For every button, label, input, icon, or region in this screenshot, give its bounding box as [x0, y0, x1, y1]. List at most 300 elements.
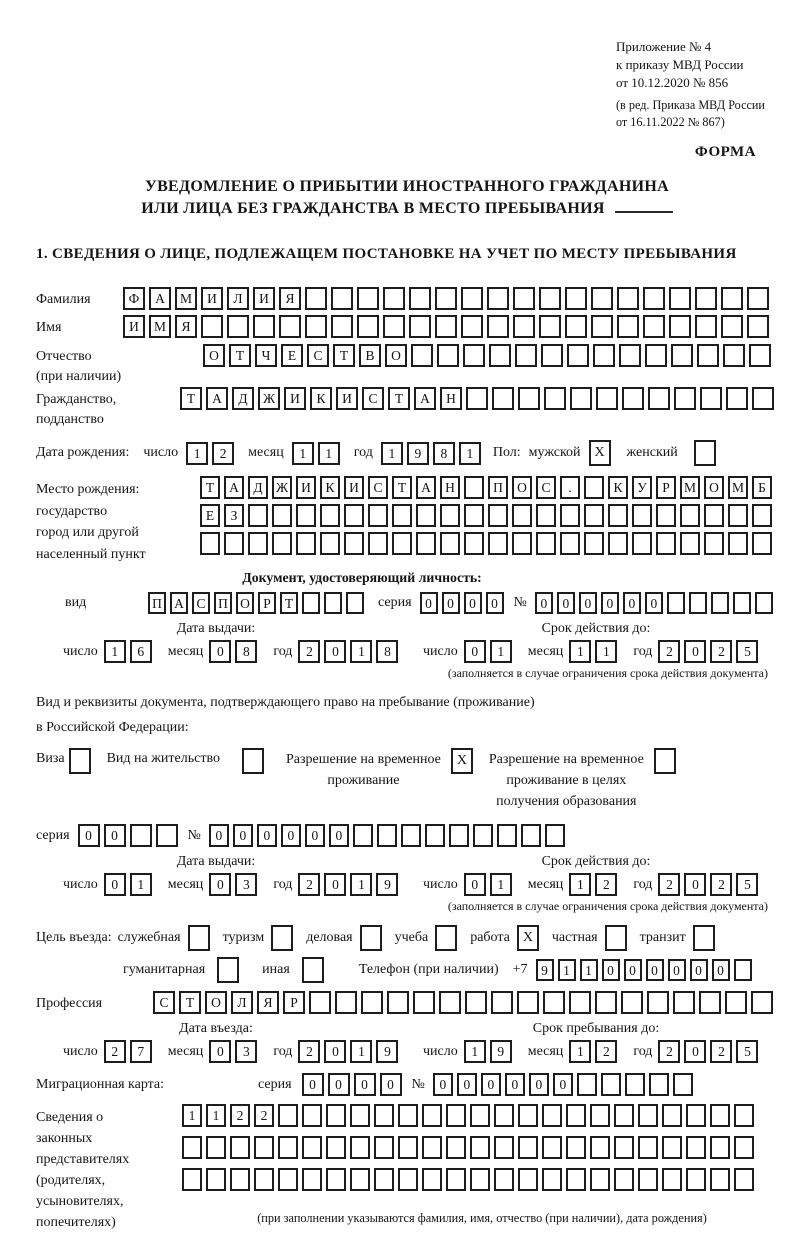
char-box[interactable]: 1 [569, 640, 591, 663]
char-box[interactable]: С [192, 592, 210, 614]
char-box[interactable]: С [307, 344, 329, 367]
char-box[interactable]: И [123, 315, 145, 338]
char-box[interactable] [544, 387, 566, 410]
purpose-business-checkbox[interactable] [360, 925, 382, 951]
char-box[interactable] [230, 1136, 250, 1159]
char-box[interactable]: 1 [104, 640, 126, 663]
char-box[interactable] [230, 1168, 250, 1191]
char-box[interactable] [662, 1104, 682, 1127]
char-box[interactable] [331, 315, 353, 338]
char-box[interactable] [721, 287, 743, 310]
char-box[interactable]: Б [752, 476, 772, 499]
char-box[interactable]: О [704, 476, 724, 499]
char-box[interactable] [466, 387, 488, 410]
char-box[interactable] [470, 1136, 490, 1159]
char-box[interactable]: 2 [710, 873, 732, 896]
char-box[interactable]: Ж [272, 476, 292, 499]
char-box[interactable]: Т [200, 476, 220, 499]
char-box[interactable]: Л [231, 991, 253, 1014]
char-box[interactable]: 0 [328, 1073, 350, 1096]
char-box[interactable] [595, 991, 617, 1014]
char-box[interactable] [494, 1168, 514, 1191]
char-box[interactable] [446, 1136, 466, 1159]
char-box[interactable] [734, 1168, 754, 1191]
char-box[interactable] [711, 592, 729, 614]
char-box[interactable] [254, 1136, 274, 1159]
visa-checkbox[interactable] [69, 748, 91, 774]
char-box[interactable]: 0 [579, 592, 597, 614]
char-box[interactable] [569, 991, 591, 1014]
char-box[interactable]: Д [248, 476, 268, 499]
char-box[interactable] [686, 1104, 706, 1127]
char-box[interactable] [492, 387, 514, 410]
char-box[interactable] [542, 1168, 562, 1191]
char-box[interactable] [130, 824, 152, 847]
char-box[interactable]: 1 [350, 640, 372, 663]
char-box[interactable] [614, 1136, 634, 1159]
char-box[interactable]: А [224, 476, 244, 499]
char-box[interactable] [725, 991, 747, 1014]
char-box[interactable] [473, 824, 493, 847]
char-box[interactable]: 2 [658, 640, 680, 663]
char-box[interactable] [734, 1104, 754, 1127]
char-box[interactable] [201, 315, 223, 338]
char-box[interactable]: Ч [255, 344, 277, 367]
purpose-other-checkbox[interactable] [302, 957, 324, 983]
char-box[interactable] [278, 1104, 298, 1127]
char-box[interactable]: Т [333, 344, 355, 367]
char-box[interactable]: И [296, 476, 316, 499]
char-box[interactable]: 7 [130, 1040, 152, 1063]
char-box[interactable]: 0 [104, 824, 126, 847]
char-box[interactable]: 1 [292, 442, 314, 465]
char-box[interactable]: 1 [459, 442, 481, 465]
char-box[interactable]: 0 [464, 873, 486, 896]
char-box[interactable] [617, 287, 639, 310]
char-box[interactable] [272, 504, 292, 527]
char-box[interactable]: Д [232, 387, 254, 410]
char-box[interactable] [656, 504, 676, 527]
char-box[interactable]: 1 [580, 959, 598, 981]
char-box[interactable] [416, 504, 436, 527]
char-box[interactable] [643, 287, 665, 310]
char-box[interactable]: 1 [130, 873, 152, 896]
char-box[interactable] [320, 532, 340, 555]
char-box[interactable] [584, 532, 604, 555]
char-box[interactable] [497, 824, 517, 847]
char-box[interactable] [649, 1073, 669, 1096]
char-box[interactable]: 1 [350, 1040, 372, 1063]
char-box[interactable]: Е [200, 504, 220, 527]
char-box[interactable] [584, 476, 604, 499]
char-box[interactable]: О [236, 592, 254, 614]
char-box[interactable]: 9 [490, 1040, 512, 1063]
char-box[interactable]: 0 [380, 1073, 402, 1096]
char-box[interactable]: 0 [457, 1073, 477, 1096]
char-box[interactable] [302, 1136, 322, 1159]
char-box[interactable]: А [170, 592, 188, 614]
char-box[interactable]: 1 [569, 1040, 591, 1063]
char-box[interactable]: 0 [601, 592, 619, 614]
char-box[interactable] [749, 344, 771, 367]
char-box[interactable]: 0 [354, 1073, 376, 1096]
char-box[interactable] [614, 1168, 634, 1191]
char-box[interactable] [320, 504, 340, 527]
char-box[interactable] [680, 532, 700, 555]
char-box[interactable] [305, 315, 327, 338]
char-box[interactable] [350, 1168, 370, 1191]
char-box[interactable] [625, 1073, 645, 1096]
purpose-humanitarian-checkbox[interactable] [217, 957, 239, 983]
char-box[interactable] [512, 504, 532, 527]
char-box[interactable] [446, 1104, 466, 1127]
char-box[interactable] [645, 344, 667, 367]
char-box[interactable] [539, 287, 561, 310]
char-box[interactable]: Т [392, 476, 412, 499]
char-box[interactable]: М [680, 476, 700, 499]
rvp-education-checkbox[interactable] [654, 748, 676, 774]
char-box[interactable]: 0 [684, 640, 706, 663]
char-box[interactable] [344, 532, 364, 555]
char-box[interactable]: З [224, 504, 244, 527]
char-box[interactable] [751, 991, 773, 1014]
char-box[interactable] [734, 1136, 754, 1159]
char-box[interactable] [461, 315, 483, 338]
char-box[interactable] [565, 315, 587, 338]
char-box[interactable]: 2 [710, 1040, 732, 1063]
char-box[interactable] [686, 1136, 706, 1159]
char-box[interactable] [539, 315, 561, 338]
char-box[interactable]: И [284, 387, 306, 410]
char-box[interactable] [494, 1104, 514, 1127]
char-box[interactable] [346, 592, 364, 614]
char-box[interactable]: 0 [257, 824, 277, 847]
char-box[interactable] [513, 287, 535, 310]
char-box[interactable]: 0 [281, 824, 301, 847]
char-box[interactable] [487, 287, 509, 310]
char-box[interactable] [536, 504, 556, 527]
char-box[interactable] [409, 287, 431, 310]
char-box[interactable] [734, 959, 752, 981]
char-box[interactable] [487, 315, 509, 338]
char-box[interactable]: 0 [209, 824, 229, 847]
char-box[interactable] [542, 1104, 562, 1127]
char-box[interactable]: 0 [486, 592, 504, 614]
char-box[interactable] [584, 504, 604, 527]
char-box[interactable] [723, 344, 745, 367]
char-box[interactable]: 2 [298, 640, 320, 663]
char-box[interactable] [461, 287, 483, 310]
char-box[interactable] [422, 1168, 442, 1191]
char-box[interactable] [422, 1104, 442, 1127]
char-box[interactable] [206, 1136, 226, 1159]
char-box[interactable] [541, 344, 563, 367]
char-box[interactable]: 0 [668, 959, 686, 981]
char-box[interactable]: С [362, 387, 384, 410]
char-box[interactable]: 0 [433, 1073, 453, 1096]
char-box[interactable] [662, 1168, 682, 1191]
char-box[interactable] [700, 387, 722, 410]
char-box[interactable] [567, 344, 589, 367]
char-box[interactable]: 0 [553, 1073, 573, 1096]
char-box[interactable] [182, 1168, 202, 1191]
char-box[interactable]: 0 [233, 824, 253, 847]
char-box[interactable]: 0 [209, 873, 231, 896]
char-box[interactable] [673, 991, 695, 1014]
char-box[interactable] [521, 824, 541, 847]
char-box[interactable] [302, 592, 320, 614]
char-box[interactable] [357, 287, 379, 310]
char-box[interactable]: 0 [535, 592, 553, 614]
residence-permit-checkbox[interactable] [242, 748, 264, 774]
char-box[interactable]: О [385, 344, 407, 367]
char-box[interactable]: А [414, 387, 436, 410]
char-box[interactable] [278, 1168, 298, 1191]
char-box[interactable] [591, 315, 613, 338]
char-box[interactable]: 1 [490, 873, 512, 896]
char-box[interactable] [302, 1104, 322, 1127]
char-box[interactable]: 0 [646, 959, 664, 981]
char-box[interactable] [200, 532, 220, 555]
char-box[interactable] [374, 1104, 394, 1127]
char-box[interactable] [398, 1104, 418, 1127]
char-box[interactable]: П [148, 592, 166, 614]
char-box[interactable] [435, 287, 457, 310]
char-box[interactable]: Н [440, 387, 462, 410]
char-box[interactable]: 1 [464, 1040, 486, 1063]
char-box[interactable] [331, 287, 353, 310]
char-box[interactable] [350, 1136, 370, 1159]
char-box[interactable] [619, 344, 641, 367]
char-box[interactable]: 2 [298, 1040, 320, 1063]
char-box[interactable] [305, 287, 327, 310]
char-box[interactable] [248, 532, 268, 555]
char-box[interactable]: О [512, 476, 532, 499]
char-box[interactable] [437, 344, 459, 367]
char-box[interactable] [409, 315, 431, 338]
char-box[interactable] [422, 1136, 442, 1159]
char-box[interactable]: Т [388, 387, 410, 410]
char-box[interactable] [704, 504, 724, 527]
char-box[interactable] [383, 315, 405, 338]
char-box[interactable] [156, 824, 178, 847]
char-box[interactable]: 0 [324, 640, 346, 663]
char-box[interactable] [413, 991, 435, 1014]
char-box[interactable]: С [153, 991, 175, 1014]
char-box[interactable] [560, 532, 580, 555]
char-box[interactable] [695, 287, 717, 310]
char-box[interactable] [513, 315, 535, 338]
char-box[interactable] [491, 991, 513, 1014]
char-box[interactable]: 2 [298, 873, 320, 896]
char-box[interactable] [411, 344, 433, 367]
char-box[interactable]: 2 [230, 1104, 250, 1127]
char-box[interactable] [632, 504, 652, 527]
char-box[interactable]: 8 [376, 640, 398, 663]
char-box[interactable] [440, 532, 460, 555]
char-box[interactable] [667, 592, 685, 614]
char-box[interactable] [647, 991, 669, 1014]
char-box[interactable] [350, 1104, 370, 1127]
purpose-transit-checkbox[interactable] [693, 925, 715, 951]
char-box[interactable]: Н [440, 476, 460, 499]
char-box[interactable]: 0 [602, 959, 620, 981]
char-box[interactable]: 9 [536, 959, 554, 981]
char-box[interactable] [710, 1136, 730, 1159]
char-box[interactable] [279, 315, 301, 338]
char-box[interactable] [648, 387, 670, 410]
char-box[interactable] [374, 1136, 394, 1159]
char-box[interactable] [368, 532, 388, 555]
char-box[interactable]: 0 [712, 959, 730, 981]
char-box[interactable]: 2 [710, 640, 732, 663]
char-box[interactable] [344, 504, 364, 527]
char-box[interactable] [518, 387, 540, 410]
char-box[interactable] [542, 1136, 562, 1159]
char-box[interactable] [673, 1073, 693, 1096]
char-box[interactable]: 2 [595, 873, 617, 896]
char-box[interactable]: Л [227, 287, 249, 310]
char-box[interactable] [392, 504, 412, 527]
char-box[interactable]: 0 [464, 640, 486, 663]
char-box[interactable] [697, 344, 719, 367]
char-box[interactable] [488, 532, 508, 555]
char-box[interactable]: М [149, 315, 171, 338]
char-box[interactable] [669, 315, 691, 338]
purpose-work-checkbox[interactable]: X [517, 925, 539, 951]
char-box[interactable] [272, 532, 292, 555]
char-box[interactable] [518, 1168, 538, 1191]
char-box[interactable]: Р [656, 476, 676, 499]
char-box[interactable]: 0 [324, 1040, 346, 1063]
char-box[interactable] [689, 592, 707, 614]
char-box[interactable] [227, 315, 249, 338]
char-box[interactable] [361, 991, 383, 1014]
char-box[interactable]: Я [175, 315, 197, 338]
char-box[interactable]: 0 [684, 873, 706, 896]
char-box[interactable] [590, 1104, 610, 1127]
char-box[interactable] [671, 344, 693, 367]
char-box[interactable] [566, 1136, 586, 1159]
char-box[interactable] [704, 532, 724, 555]
char-box[interactable] [324, 592, 342, 614]
char-box[interactable] [435, 315, 457, 338]
rvp-checkbox[interactable]: X [451, 748, 473, 774]
char-box[interactable] [755, 592, 773, 614]
char-box[interactable] [353, 824, 373, 847]
purpose-private-checkbox[interactable] [605, 925, 627, 951]
char-box[interactable]: 0 [624, 959, 642, 981]
char-box[interactable] [494, 1136, 514, 1159]
char-box[interactable]: 0 [464, 592, 482, 614]
char-box[interactable]: 5 [736, 873, 758, 896]
char-box[interactable]: А [416, 476, 436, 499]
char-box[interactable]: А [149, 287, 171, 310]
char-box[interactable]: 1 [206, 1104, 226, 1127]
purpose-study-checkbox[interactable] [435, 925, 457, 951]
char-box[interactable] [302, 1168, 322, 1191]
char-box[interactable]: 2 [254, 1104, 274, 1127]
char-box[interactable]: 2 [104, 1040, 126, 1063]
char-box[interactable]: 0 [104, 873, 126, 896]
char-box[interactable] [565, 287, 587, 310]
char-box[interactable] [398, 1136, 418, 1159]
char-box[interactable] [488, 504, 508, 527]
char-box[interactable] [309, 991, 331, 1014]
char-box[interactable] [577, 1073, 597, 1096]
char-box[interactable]: О [205, 991, 227, 1014]
char-box[interactable]: 0 [481, 1073, 501, 1096]
char-box[interactable] [590, 1136, 610, 1159]
char-box[interactable] [515, 344, 537, 367]
female-checkbox[interactable] [694, 440, 716, 466]
char-box[interactable] [326, 1104, 346, 1127]
char-box[interactable]: Т [229, 344, 251, 367]
char-box[interactable]: Я [279, 287, 301, 310]
char-box[interactable] [374, 1168, 394, 1191]
char-box[interactable]: 1 [381, 442, 403, 465]
char-box[interactable] [566, 1168, 586, 1191]
char-box[interactable]: 2 [595, 1040, 617, 1063]
char-box[interactable] [464, 532, 484, 555]
char-box[interactable]: М [175, 287, 197, 310]
char-box[interactable]: 2 [212, 442, 234, 465]
char-box[interactable] [326, 1168, 346, 1191]
char-box[interactable]: 3 [235, 873, 257, 896]
char-box[interactable] [638, 1168, 658, 1191]
char-box[interactable]: 1 [490, 640, 512, 663]
char-box[interactable] [638, 1104, 658, 1127]
char-box[interactable] [662, 1136, 682, 1159]
char-box[interactable] [377, 824, 397, 847]
char-box[interactable]: 0 [420, 592, 438, 614]
char-box[interactable] [296, 504, 316, 527]
char-box[interactable] [254, 1168, 274, 1191]
char-box[interactable] [489, 344, 511, 367]
char-box[interactable]: Ж [258, 387, 280, 410]
char-box[interactable]: С [368, 476, 388, 499]
char-box[interactable]: К [310, 387, 332, 410]
char-box[interactable]: 0 [329, 824, 349, 847]
char-box[interactable]: С [536, 476, 556, 499]
char-box[interactable] [617, 315, 639, 338]
char-box[interactable]: Я [257, 991, 279, 1014]
char-box[interactable] [638, 1136, 658, 1159]
char-box[interactable] [253, 315, 275, 338]
char-box[interactable] [560, 504, 580, 527]
char-box[interactable] [387, 991, 409, 1014]
char-box[interactable] [643, 315, 665, 338]
char-box[interactable] [674, 387, 696, 410]
char-box[interactable] [518, 1136, 538, 1159]
char-box[interactable] [747, 287, 769, 310]
char-box[interactable]: 0 [442, 592, 460, 614]
char-box[interactable]: 1 [595, 640, 617, 663]
char-box[interactable] [449, 824, 469, 847]
char-box[interactable]: 0 [209, 1040, 231, 1063]
char-box[interactable] [656, 532, 676, 555]
char-box[interactable] [710, 1104, 730, 1127]
char-box[interactable]: 5 [736, 640, 758, 663]
char-box[interactable] [224, 532, 244, 555]
char-box[interactable] [446, 1168, 466, 1191]
char-box[interactable] [726, 387, 748, 410]
char-box[interactable]: 0 [505, 1073, 525, 1096]
char-box[interactable] [608, 532, 628, 555]
purpose-tourism-checkbox[interactable] [271, 925, 293, 951]
char-box[interactable] [566, 1104, 586, 1127]
char-box[interactable]: А [206, 387, 228, 410]
